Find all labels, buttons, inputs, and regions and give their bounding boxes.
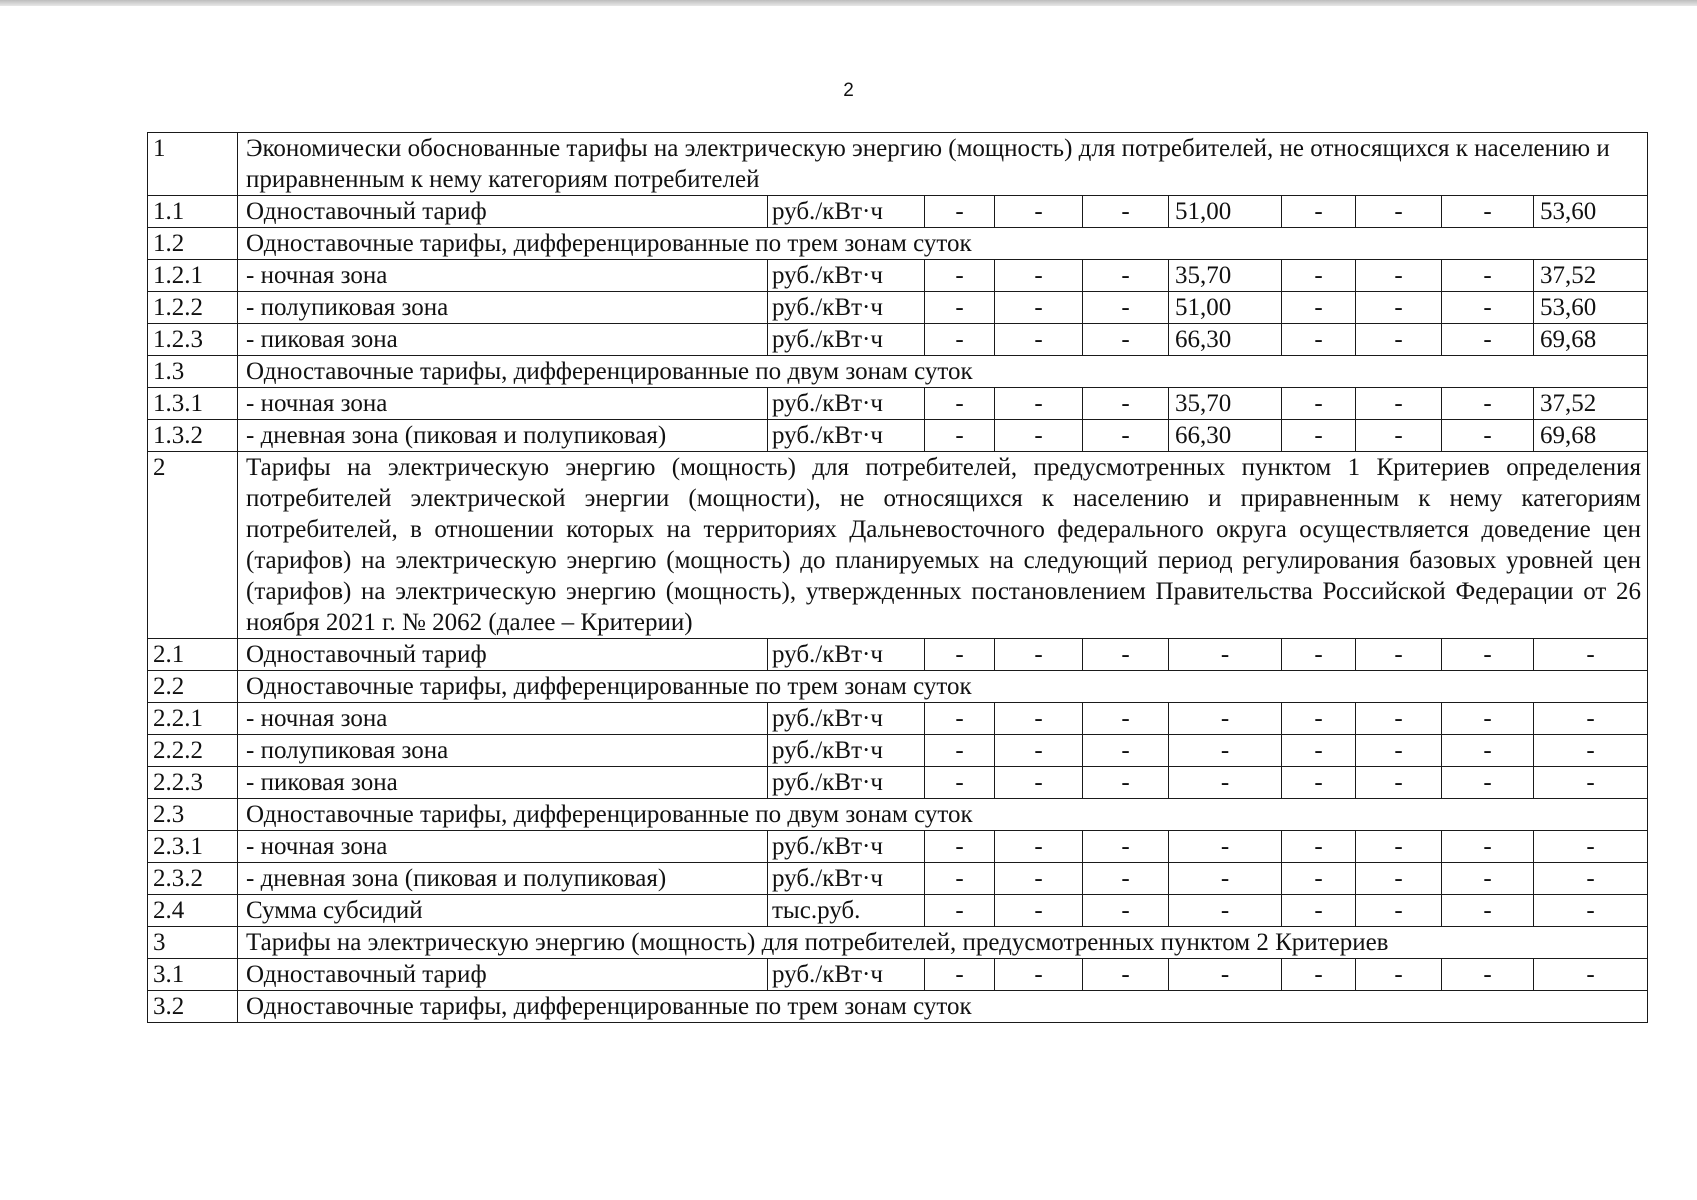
value-cell: -	[995, 767, 1083, 799]
row-name: - ночная зона	[238, 703, 768, 735]
value-cell: -	[1442, 831, 1534, 863]
row-unit: руб./кВт·ч	[768, 831, 925, 863]
value-cell: -	[1442, 196, 1534, 228]
row-unit: тыс.руб.	[768, 895, 925, 927]
value-cell: -	[1356, 895, 1442, 927]
value-cell: 69,68	[1534, 420, 1648, 452]
value-cell: -	[1169, 959, 1282, 991]
row-number: 1.2.3	[148, 324, 238, 356]
row-number: 2.3	[148, 799, 238, 831]
value-cell: -	[1442, 703, 1534, 735]
value-cell: -	[1356, 639, 1442, 671]
value-cell: -	[925, 324, 995, 356]
value-cell: -	[1356, 767, 1442, 799]
value-cell: -	[925, 735, 995, 767]
table-row	[148, 228, 1648, 260]
section-heading: Тарифы на электрическую энергию (мощность) для потребителей, предусмотренных пунктом 2 Критериев	[238, 927, 1648, 959]
value-cell: -	[1083, 863, 1169, 895]
value-cell: -	[1534, 895, 1648, 927]
value-cell: -	[1083, 292, 1169, 324]
row-name: - пиковая зона	[238, 767, 768, 799]
row-unit: руб./кВт·ч	[768, 863, 925, 895]
row-name: - дневная зона (пиковая и полупиковая)	[238, 420, 768, 452]
value-cell: 37,52	[1534, 388, 1648, 420]
value-cell: -	[925, 292, 995, 324]
table-row	[148, 927, 1648, 959]
value-cell: 69,68	[1534, 324, 1648, 356]
row-unit: руб./кВт·ч	[768, 703, 925, 735]
value-cell: 53,60	[1534, 292, 1648, 324]
row-name: - пиковая зона	[238, 324, 768, 356]
value-cell: -	[1356, 420, 1442, 452]
row-number: 1.2	[148, 228, 238, 260]
value-cell: -	[1442, 639, 1534, 671]
tariff-table-body	[148, 133, 1648, 1023]
table-row	[148, 420, 1648, 452]
value-cell: -	[1442, 767, 1534, 799]
value-cell: -	[1356, 260, 1442, 292]
value-cell: -	[1169, 703, 1282, 735]
table-row	[148, 703, 1648, 735]
value-cell: -	[1356, 703, 1442, 735]
table-row	[148, 452, 1648, 639]
value-cell: -	[1534, 831, 1648, 863]
value-cell: -	[1282, 292, 1356, 324]
row-number: 2.3.2	[148, 863, 238, 895]
row-unit: руб./кВт·ч	[768, 196, 925, 228]
table-row	[148, 767, 1648, 799]
value-cell: -	[1356, 863, 1442, 895]
value-cell: -	[995, 196, 1083, 228]
scan-edge	[0, 0, 1697, 6]
table-row	[148, 639, 1648, 671]
value-cell: -	[1356, 324, 1442, 356]
value-cell: -	[925, 260, 995, 292]
value-cell: -	[995, 959, 1083, 991]
row-unit: руб./кВт·ч	[768, 959, 925, 991]
value-cell: -	[995, 260, 1083, 292]
value-cell: -	[1356, 292, 1442, 324]
value-cell: -	[1169, 639, 1282, 671]
value-cell: -	[925, 831, 995, 863]
value-cell: -	[995, 388, 1083, 420]
value-cell: -	[1442, 863, 1534, 895]
value-cell: -	[1282, 324, 1356, 356]
value-cell: -	[1534, 863, 1648, 895]
table-row	[148, 671, 1648, 703]
section-heading: Тарифы на электрическую энергию (мощность) для потребителей, предусмотренных пунктом 1 Критериев определения потребителей электрической энергии (мощности), не относящихся к населению и приравненным к нему категориям потребителей, в отношении которых на территориях Дальневосточного федерального округа осуществляется доведение цен (тарифов) на электрическую энергию (мощность) до планируемых на следующий период регулирования базовых уровней цен (тарифов) на электрическую энергию (мощность), утвержденных постановлением Правительства Российской Федерации от 26 ноября 2021 г. № 2062 (далее – Критерии)	[238, 452, 1648, 639]
value-cell: -	[1442, 959, 1534, 991]
value-cell: 51,00	[1169, 292, 1282, 324]
table-row	[148, 196, 1648, 228]
row-number: 1.3	[148, 356, 238, 388]
row-unit: руб./кВт·ч	[768, 767, 925, 799]
value-cell: -	[1282, 639, 1356, 671]
value-cell: 53,60	[1534, 196, 1648, 228]
value-cell: -	[1083, 703, 1169, 735]
row-name: - полупиковая зона	[238, 735, 768, 767]
value-cell: -	[1083, 196, 1169, 228]
value-cell: -	[925, 767, 995, 799]
value-cell: -	[925, 420, 995, 452]
value-cell: -	[1534, 767, 1648, 799]
row-number: 3.1	[148, 959, 238, 991]
value-cell: -	[995, 639, 1083, 671]
value-cell: -	[1356, 735, 1442, 767]
table-row	[148, 863, 1648, 895]
row-number: 3	[148, 927, 238, 959]
value-cell: -	[1169, 863, 1282, 895]
value-cell: -	[925, 639, 995, 671]
row-number: 2.2	[148, 671, 238, 703]
value-cell: -	[925, 388, 995, 420]
section-heading: Одноставочные тарифы, дифференцированные по трем зонам суток	[238, 228, 1648, 260]
value-cell: -	[1356, 196, 1442, 228]
value-cell: -	[1083, 735, 1169, 767]
value-cell: -	[1442, 388, 1534, 420]
value-cell: -	[1282, 735, 1356, 767]
value-cell: 66,30	[1169, 324, 1282, 356]
row-name: - ночная зона	[238, 260, 768, 292]
row-number: 2.4	[148, 895, 238, 927]
value-cell: -	[1356, 831, 1442, 863]
value-cell: -	[1083, 959, 1169, 991]
value-cell: -	[995, 703, 1083, 735]
tariff-table	[147, 132, 1648, 1023]
value-cell: 37,52	[1534, 260, 1648, 292]
row-name: Сумма субсидий	[238, 895, 768, 927]
table-row	[148, 991, 1648, 1023]
value-cell: -	[1083, 831, 1169, 863]
value-cell: -	[1282, 196, 1356, 228]
row-name: Одноставочный тариф	[238, 196, 768, 228]
value-cell: -	[1169, 895, 1282, 927]
value-cell: -	[1282, 388, 1356, 420]
table-row	[148, 959, 1648, 991]
value-cell: -	[1282, 420, 1356, 452]
table-row	[148, 895, 1648, 927]
row-number: 2.2.3	[148, 767, 238, 799]
page-number: 2	[843, 80, 854, 101]
value-cell: -	[1169, 735, 1282, 767]
value-cell: -	[995, 831, 1083, 863]
table-row	[148, 799, 1648, 831]
row-unit: руб./кВт·ч	[768, 324, 925, 356]
row-number: 2.1	[148, 639, 238, 671]
row-number: 1.3.2	[148, 420, 238, 452]
row-name: - дневная зона (пиковая и полупиковая)	[238, 863, 768, 895]
value-cell: -	[1282, 831, 1356, 863]
value-cell: -	[995, 324, 1083, 356]
value-cell: -	[1534, 959, 1648, 991]
value-cell: -	[1442, 292, 1534, 324]
value-cell: -	[925, 196, 995, 228]
value-cell: -	[1282, 703, 1356, 735]
row-unit: руб./кВт·ч	[768, 735, 925, 767]
row-number: 3.2	[148, 991, 238, 1023]
table-row	[148, 133, 1648, 196]
value-cell: -	[1169, 831, 1282, 863]
section-heading: Одноставочные тарифы, дифференцированные по двум зонам суток	[238, 356, 1648, 388]
value-cell: -	[1282, 767, 1356, 799]
value-cell: 35,70	[1169, 260, 1282, 292]
value-cell: -	[1442, 895, 1534, 927]
row-unit: руб./кВт·ч	[768, 292, 925, 324]
value-cell: -	[1282, 959, 1356, 991]
table-row	[148, 356, 1648, 388]
value-cell: -	[1442, 260, 1534, 292]
row-unit: руб./кВт·ч	[768, 639, 925, 671]
value-cell: -	[995, 863, 1083, 895]
value-cell: 51,00	[1169, 196, 1282, 228]
row-number: 1.2.1	[148, 260, 238, 292]
section-heading: Экономически обоснованные тарифы на электрическую энергию (мощность) для потребителей, не относящихся к населению и приравненным к нему категориям потребителей	[238, 133, 1648, 196]
value-cell: -	[925, 863, 995, 895]
row-number: 1	[148, 133, 238, 196]
row-unit: руб./кВт·ч	[768, 388, 925, 420]
value-cell: -	[995, 420, 1083, 452]
value-cell: 35,70	[1169, 388, 1282, 420]
value-cell: -	[925, 959, 995, 991]
section-heading: Одноставочные тарифы, дифференцированные по трем зонам суток	[238, 991, 1648, 1023]
value-cell: -	[1534, 735, 1648, 767]
value-cell: -	[1442, 735, 1534, 767]
value-cell: 66,30	[1169, 420, 1282, 452]
row-number: 1.2.2	[148, 292, 238, 324]
value-cell: -	[1083, 895, 1169, 927]
row-number: 1.3.1	[148, 388, 238, 420]
value-cell: -	[1534, 639, 1648, 671]
row-number: 2	[148, 452, 238, 639]
row-name: - ночная зона	[238, 388, 768, 420]
value-cell: -	[1282, 863, 1356, 895]
value-cell: -	[925, 895, 995, 927]
value-cell: -	[1534, 703, 1648, 735]
table-row	[148, 735, 1648, 767]
table-row	[148, 324, 1648, 356]
value-cell: -	[1442, 324, 1534, 356]
value-cell: -	[1356, 388, 1442, 420]
row-unit: руб./кВт·ч	[768, 420, 925, 452]
value-cell: -	[1083, 324, 1169, 356]
row-number: 2.3.1	[148, 831, 238, 863]
value-cell: -	[925, 703, 995, 735]
value-cell: -	[1083, 639, 1169, 671]
section-heading: Одноставочные тарифы, дифференцированные по двум зонам суток	[238, 799, 1648, 831]
value-cell: -	[1169, 767, 1282, 799]
value-cell: -	[1356, 959, 1442, 991]
value-cell: -	[1282, 895, 1356, 927]
row-name: - ночная зона	[238, 831, 768, 863]
table-row	[148, 292, 1648, 324]
row-number: 2.2.1	[148, 703, 238, 735]
row-name: Одноставочный тариф	[238, 959, 768, 991]
row-number: 1.1	[148, 196, 238, 228]
table-row	[148, 831, 1648, 863]
value-cell: -	[995, 895, 1083, 927]
row-unit: руб./кВт·ч	[768, 260, 925, 292]
table-row	[148, 260, 1648, 292]
value-cell: -	[1083, 420, 1169, 452]
value-cell: -	[1083, 260, 1169, 292]
value-cell: -	[1442, 420, 1534, 452]
row-name: Одноставочный тариф	[238, 639, 768, 671]
row-name: - полупиковая зона	[238, 292, 768, 324]
value-cell: -	[995, 735, 1083, 767]
section-heading: Одноставочные тарифы, дифференцированные по трем зонам суток	[238, 671, 1648, 703]
value-cell: -	[1083, 767, 1169, 799]
table-row	[148, 388, 1648, 420]
value-cell: -	[1083, 388, 1169, 420]
value-cell: -	[995, 292, 1083, 324]
value-cell: -	[1282, 260, 1356, 292]
row-number: 2.2.2	[148, 735, 238, 767]
